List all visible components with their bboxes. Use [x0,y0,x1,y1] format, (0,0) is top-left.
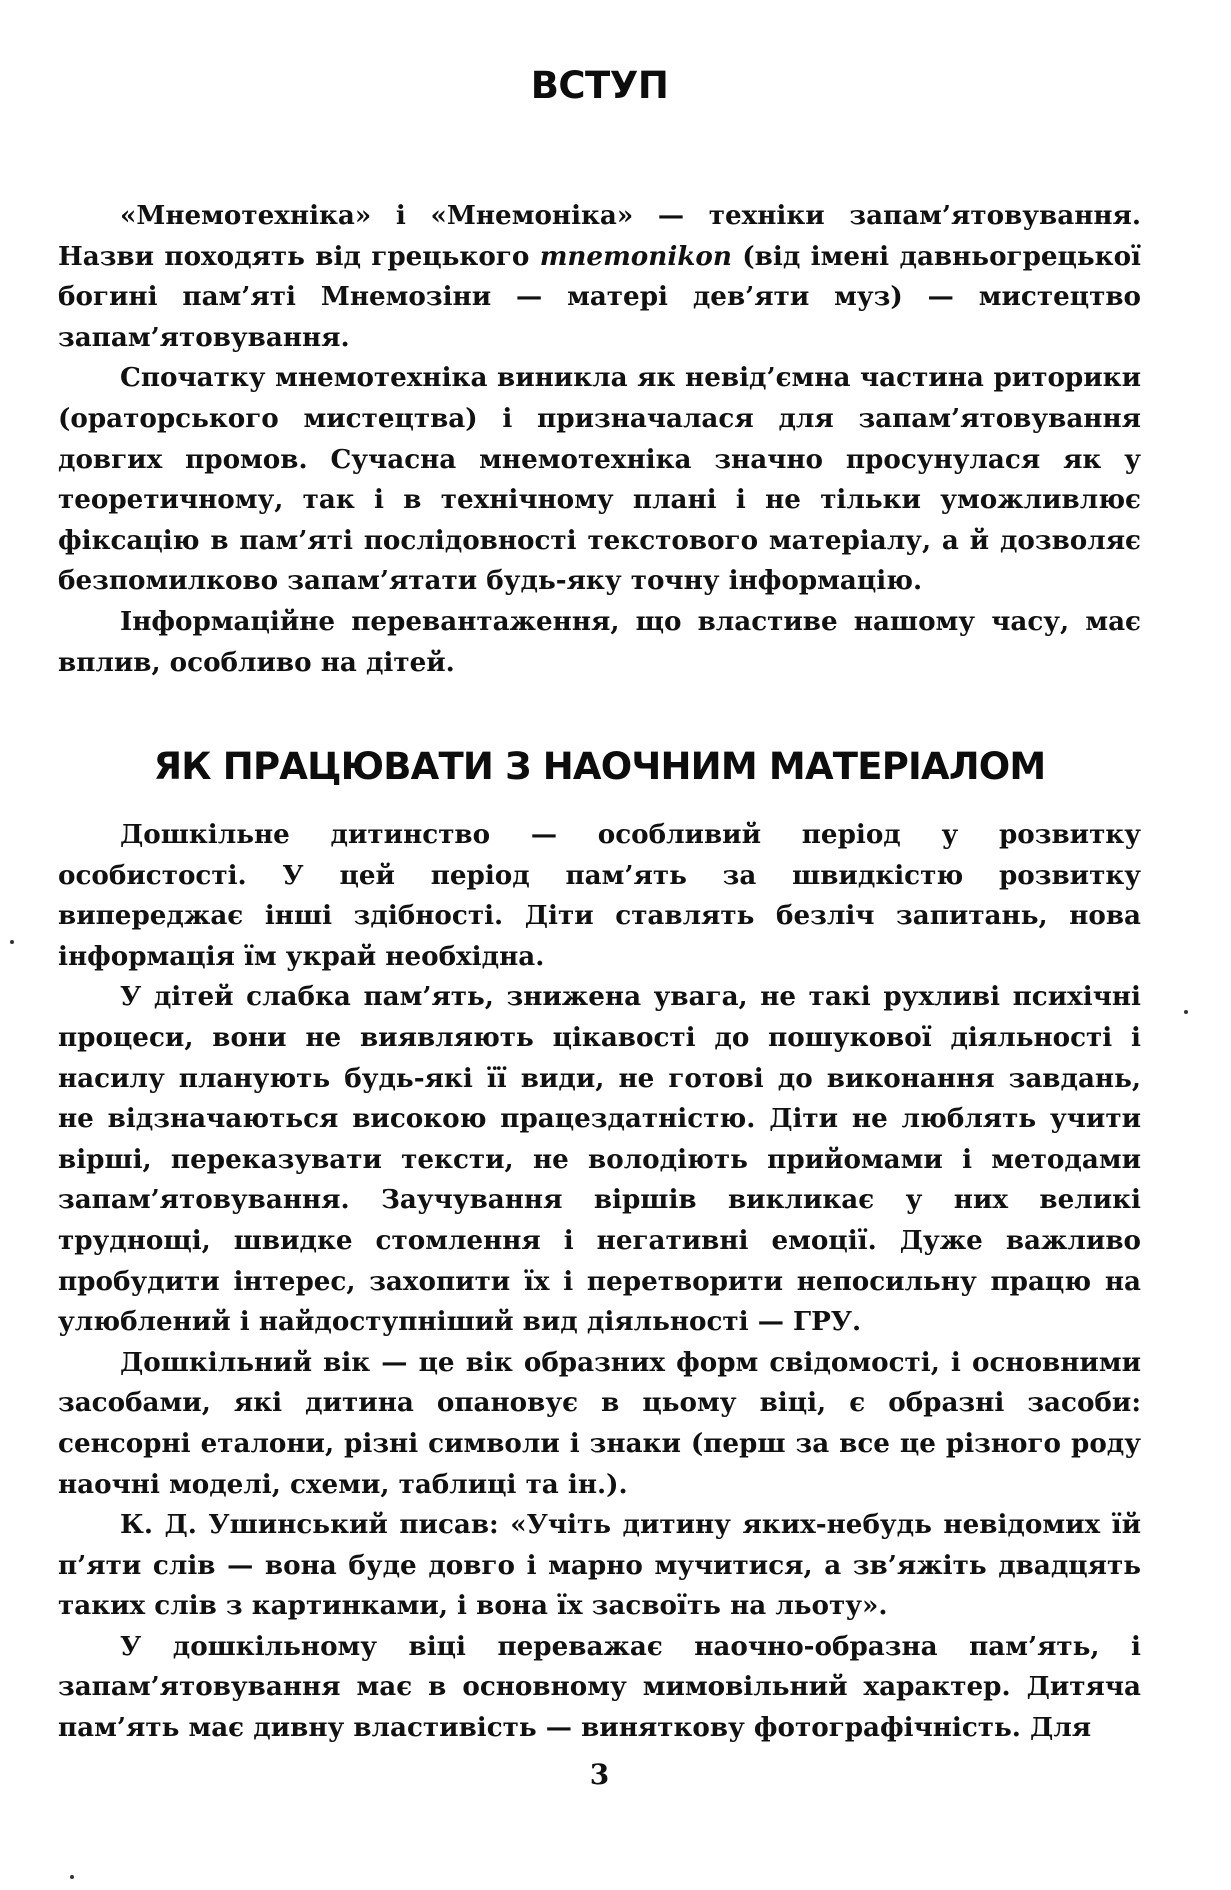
section-paragraph-2: У дітей слабка пам’ять, знижена увага, не такі рухливі психічні процеси, вони не виявляють цікавості до пошукової діяльності і насилу планують будь-які її види, не готові до виконання завдань, не відзначаються високою працездатністю. Діти не люблять учити вірші, переказувати тексти, не володіють прийомами і методами запам’ятовування. Заучування віршів викликає у них великі труднощі, швидке стомлення і негативні емоції. Дуже важливо пробудити інтерес, захопити їх і перетворити непосильну працю на улюблений і найдоступніший вид діяльності — ГРУ. [58,981,1141,1338]
section-paragraph-5: У дошкільному віці переважає наочно-образна пам’ять, і запам’ятовування має в основному мимовільний характер. Дитяча пам’ять має дивну властивість — виняткову фотографічність. Для [58,1630,1141,1744]
section-paragraph-4: К. Д. Ушинський писав: «Учіть дитину яких-небудь невідомих їй п’яти слів — вона буде довго і марно мучитися, а зв’яжіть двадцять таких слів з картинками, і вона їх засвоїть на льоту». [58,1509,1141,1622]
book-page [58,0,1141,1890]
section-paragraph-1: Дошкільне дитинство — особливий період у розвитку особистості. У цей період пам’ять за швидкістю розвитку випереджає інші здібності. Діти ставлять безліч запитань, нова інформація їм украй необхідна. [58,819,1141,972]
scan-speck [70,1875,74,1879]
intro-text [58,196,1141,683]
section-text [58,815,1141,1749]
intro-paragraph-1 [58,196,1141,358]
intro-paragraph-2: Спочатку мнемотехніка виникла як невід’ємна частина риторики (ораторського мистецтва) і призначалася для запам’ятовування довгих промов. Сучасна мнемотехніка значно просунулася як у теоретичному, так і в технічному плані і не тільки уможливлює фіксацію в пам’яті послідовності текстового матеріалу, а й дозволяє безпомилково запам’ятати будь-яку точну інформацію. [58,362,1141,597]
intro-paragraph-3: Інформаційне перевантаження, що властиве нашому часу, має вплив, особливо на дітей. [58,605,1141,678]
scan-speck [1184,1010,1188,1014]
section-paragraph-3: Дошкільний вік — це вік образних форм свідомості, і основними засобами, які дитина опановує в цьому віці, є образні засоби: сенсорні еталони, різні символи і знаки (перш за все це різного роду наочні моделі, схеми, таблиці та ін.). [58,1346,1141,1500]
section-title: ЯК ПРАЦЮВАТИ З НАОЧНИМ МАТЕРІАЛОМ [153,745,1046,788]
greek-term: mnemonikon [539,240,732,272]
intro-paragraph-1-end: (від імені давньогрецької богині пам’яті Мнемозіни — матері дев’яти муз) — мистецтво запам’ятовування. [58,240,1141,353]
scan-speck [10,940,14,944]
intro-paragraph-1-start: «Мнемотехніка» і «Мнемоніка» — техніки запам’ятовування. Назви походять від грецького [58,200,1141,272]
intro-title: ВСТУП [530,64,669,107]
page-number: 3 [589,1758,610,1791]
